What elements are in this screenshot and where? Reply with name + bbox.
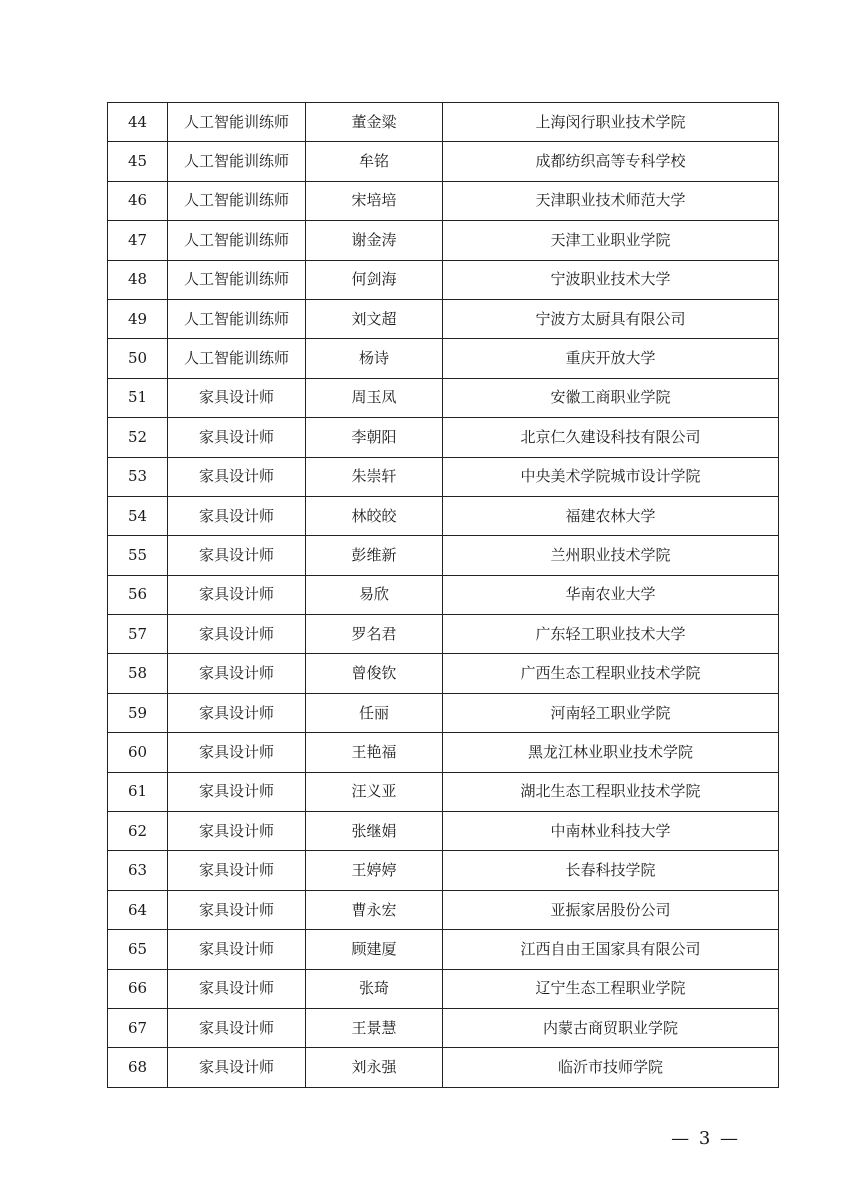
occupation-cell: 人工智能训练师 [168,221,306,260]
occupation-cell: 家具设计师 [168,693,306,732]
table-row [108,654,779,693]
row-number-cell: 68 [108,1048,168,1087]
occupation-cell: 人工智能训练师 [168,299,306,338]
organization-cell: 中南林业科技大学 [443,812,779,851]
row-number-cell: 55 [108,536,168,575]
row-number-cell: 52 [108,418,168,457]
person-name-cell: 周玉凤 [306,378,443,417]
table-row [108,1008,779,1047]
occupation-cell: 人工智能训练师 [168,142,306,181]
row-number-cell: 48 [108,260,168,299]
person-name-cell: 杨诗 [306,339,443,378]
organization-cell: 辽宁生态工程职业学院 [443,969,779,1008]
page-number: — 3 — [671,1128,740,1149]
row-number-cell: 46 [108,181,168,220]
organization-cell: 临沂市技师学院 [443,1048,779,1087]
table-row [108,969,779,1008]
row-number-cell: 53 [108,457,168,496]
table-row [108,851,779,890]
occupation-cell: 家具设计师 [168,772,306,811]
row-number-cell: 62 [108,812,168,851]
person-name-cell: 曾俊钦 [306,654,443,693]
roster-table-body [108,103,779,1088]
row-number-cell: 63 [108,851,168,890]
person-name-cell: 李朝阳 [306,418,443,457]
occupation-cell: 家具设计师 [168,890,306,929]
person-name-cell: 林皎皎 [306,496,443,535]
person-name-cell: 王婷婷 [306,851,443,890]
row-number-cell: 47 [108,221,168,260]
organization-cell: 河南轻工职业学院 [443,693,779,732]
occupation-cell: 家具设计师 [168,378,306,417]
occupation-cell: 人工智能训练师 [168,339,306,378]
table-row [108,457,779,496]
row-number-cell: 44 [108,103,168,142]
occupation-cell: 家具设计师 [168,457,306,496]
table-row [108,142,779,181]
person-name-cell: 王艳福 [306,733,443,772]
organization-cell: 亚振家居股份公司 [443,890,779,929]
organization-cell: 成都纺织高等专科学校 [443,142,779,181]
organization-cell: 内蒙古商贸职业学院 [443,1008,779,1047]
row-number-cell: 59 [108,693,168,732]
person-name-cell: 谢金涛 [306,221,443,260]
organization-cell: 天津职业技术师范大学 [443,181,779,220]
row-number-cell: 56 [108,575,168,614]
person-name-cell: 任丽 [306,693,443,732]
organization-cell: 广西生态工程职业技术学院 [443,654,779,693]
occupation-cell: 家具设计师 [168,969,306,1008]
table-row [108,536,779,575]
organization-cell: 中央美术学院城市设计学院 [443,457,779,496]
occupation-cell: 人工智能训练师 [168,260,306,299]
organization-cell: 长春科技学院 [443,851,779,890]
table-row [108,496,779,535]
organization-cell: 黑龙江林业职业技术学院 [443,733,779,772]
organization-cell: 江西自由王国家具有限公司 [443,930,779,969]
table-row [108,890,779,929]
person-name-cell: 朱崇轩 [306,457,443,496]
row-number-cell: 45 [108,142,168,181]
person-name-cell: 曹永宏 [306,890,443,929]
organization-cell: 天津工业职业学院 [443,221,779,260]
row-number-cell: 67 [108,1008,168,1047]
row-number-cell: 64 [108,890,168,929]
table-row [108,1048,779,1087]
table-row [108,299,779,338]
row-number-cell: 54 [108,496,168,535]
occupation-cell: 家具设计师 [168,851,306,890]
occupation-cell: 家具设计师 [168,1048,306,1087]
organization-cell: 湖北生态工程职业技术学院 [443,772,779,811]
organization-cell: 安徽工商职业学院 [443,378,779,417]
organization-cell: 北京仁久建设科技有限公司 [443,418,779,457]
organization-cell: 福建农林大学 [443,496,779,535]
organization-cell: 华南农业大学 [443,575,779,614]
person-name-cell: 何剑海 [306,260,443,299]
table-row [108,772,779,811]
table-row [108,103,779,142]
table-row [108,733,779,772]
organization-cell: 宁波职业技术大学 [443,260,779,299]
person-name-cell: 刘文超 [306,299,443,338]
row-number-cell: 66 [108,969,168,1008]
table-row [108,418,779,457]
table-row [108,693,779,732]
table-row [108,221,779,260]
occupation-cell: 家具设计师 [168,733,306,772]
occupation-cell: 家具设计师 [168,418,306,457]
table-row [108,575,779,614]
person-name-cell: 汪义亚 [306,772,443,811]
row-number-cell: 61 [108,772,168,811]
row-number-cell: 50 [108,339,168,378]
occupation-cell: 家具设计师 [168,812,306,851]
row-number-cell: 58 [108,654,168,693]
occupation-cell: 家具设计师 [168,575,306,614]
person-name-cell: 张琦 [306,969,443,1008]
person-name-cell: 张继娟 [306,812,443,851]
occupation-cell: 家具设计师 [168,615,306,654]
organization-cell: 兰州职业技术学院 [443,536,779,575]
person-name-cell: 彭维新 [306,536,443,575]
occupation-cell: 家具设计师 [168,1008,306,1047]
person-name-cell: 牟铭 [306,142,443,181]
table-row [108,181,779,220]
person-name-cell: 王景慧 [306,1008,443,1047]
occupation-cell: 人工智能训练师 [168,103,306,142]
organization-cell: 上海闵行职业技术学院 [443,103,779,142]
row-number-cell: 60 [108,733,168,772]
table-row [108,378,779,417]
row-number-cell: 49 [108,299,168,338]
person-name-cell: 宋培培 [306,181,443,220]
organization-cell: 重庆开放大学 [443,339,779,378]
roster-table [107,102,779,1088]
person-name-cell: 董金粱 [306,103,443,142]
table-row [108,339,779,378]
row-number-cell: 51 [108,378,168,417]
table-row [108,930,779,969]
occupation-cell: 家具设计师 [168,930,306,969]
organization-cell: 宁波方太厨具有限公司 [443,299,779,338]
table-row [108,615,779,654]
person-name-cell: 易欣 [306,575,443,614]
row-number-cell: 65 [108,930,168,969]
organization-cell: 广东轻工职业技术大学 [443,615,779,654]
occupation-cell: 家具设计师 [168,654,306,693]
occupation-cell: 人工智能训练师 [168,181,306,220]
table-row [108,812,779,851]
row-number-cell: 57 [108,615,168,654]
person-name-cell: 顾建厦 [306,930,443,969]
person-name-cell: 罗名君 [306,615,443,654]
occupation-cell: 家具设计师 [168,496,306,535]
occupation-cell: 家具设计师 [168,536,306,575]
person-name-cell: 刘永强 [306,1048,443,1087]
table-row [108,260,779,299]
